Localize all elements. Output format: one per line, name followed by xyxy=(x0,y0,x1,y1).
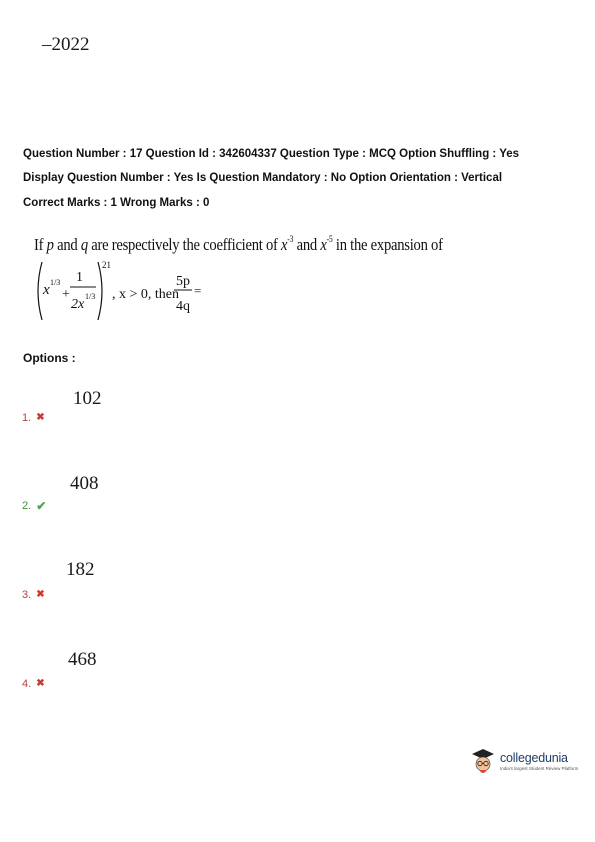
expr-frac-den-exp: 1/3 xyxy=(85,292,96,301)
option-1-marker xyxy=(22,412,45,424)
cross-icon: ✖ xyxy=(36,589,45,600)
question-meta-line-1: Question Number : 17 Question Id : 342604337 Question Type : MCQ Option Shuffling : Yes xyxy=(23,148,520,160)
graduate-mascot-icon xyxy=(470,746,496,776)
question-meta-line-3: Correct Marks : 1 Wrong Marks : 0 xyxy=(23,197,210,209)
expr-frac-den: 2x xyxy=(71,297,85,312)
option-3-marker xyxy=(22,589,45,601)
expr-plus: + xyxy=(62,287,70,302)
expr-result-den: 4q xyxy=(176,299,190,314)
expr-outer-exp: 21 xyxy=(102,260,111,270)
cross-icon: ✖ xyxy=(36,678,45,689)
left-paren xyxy=(38,262,42,320)
brand-tagline: India's largest Student Review Platform xyxy=(500,766,579,771)
binomial-expression xyxy=(32,258,232,324)
option-3-value: 182 xyxy=(66,559,95,580)
option-4-value: 468 xyxy=(68,649,97,670)
check-icon: ✔ xyxy=(36,499,47,513)
option-4-number: 4. xyxy=(22,678,32,690)
option-2-number: 2. xyxy=(22,500,32,512)
option-3-number: 3. xyxy=(22,589,32,601)
options-label: Options : xyxy=(23,351,76,365)
expr-base-exp: 1/3 xyxy=(50,278,61,287)
option-1-value: 102 xyxy=(73,388,102,409)
question-meta-line-2: Display Question Number : Yes Is Question Mandatory : No Option Orientation : Vertical xyxy=(23,172,503,184)
expr-equals: = xyxy=(194,283,202,298)
paper-year: –2022 xyxy=(42,34,90,55)
right-paren xyxy=(98,262,102,320)
option-2-marker xyxy=(22,500,46,512)
option-2-value: 408 xyxy=(70,473,99,494)
option-4-marker xyxy=(22,678,45,690)
cross-icon: ✖ xyxy=(36,412,45,423)
expr-frac-num: 1 xyxy=(76,270,83,285)
collegedunia-logo xyxy=(470,746,578,776)
expr-condition: , x > 0, then xyxy=(112,287,179,302)
expr-result-num: 5p xyxy=(176,274,190,289)
option-1-number: 1. xyxy=(22,412,32,424)
expr-base: x xyxy=(43,282,50,298)
question-text: If p and q are respectively the coefficient of $x^{-3}$ and $x^{-5}$ in the expansion of xyxy=(34,234,443,254)
brand-name: collegedunia xyxy=(500,751,568,765)
